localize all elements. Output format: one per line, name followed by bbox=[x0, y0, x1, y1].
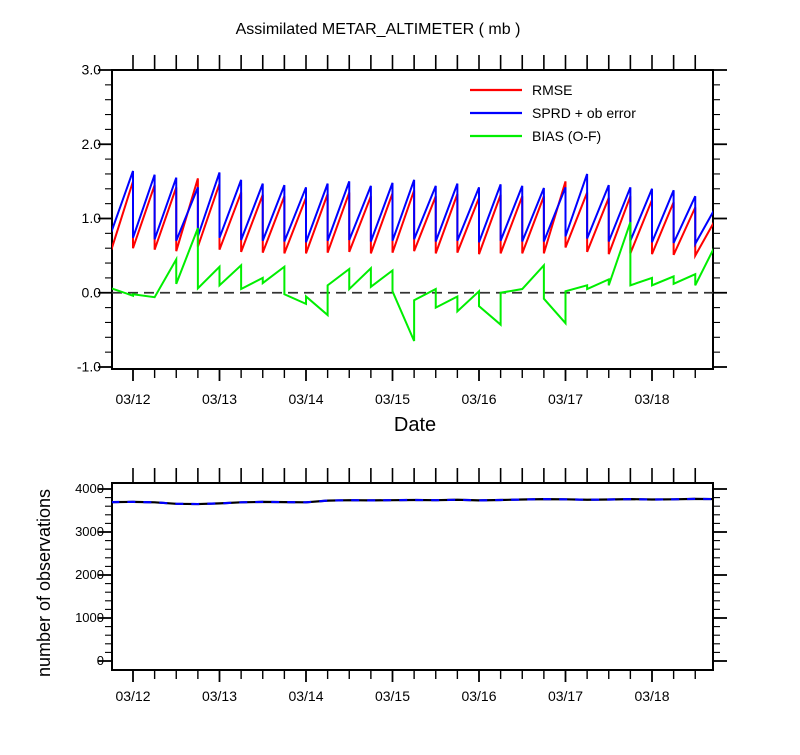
y-tick-label: 2.0 bbox=[81, 135, 101, 152]
y-tick-label: 3.0 bbox=[81, 61, 101, 78]
y-tick-label: 4000 bbox=[75, 481, 104, 496]
y-tick-label: 3000 bbox=[75, 524, 104, 539]
y-tick-label: 1.0 bbox=[81, 210, 101, 226]
chart-title: Assimilated METAR_ALTIMETER ( mb ) bbox=[235, 21, 521, 38]
bottom-panel-plot-area bbox=[111, 499, 717, 504]
y-tick-label: 2000 bbox=[75, 567, 104, 582]
x-tick-label: 03/14 bbox=[288, 391, 324, 407]
x-tick-label: 03/14 bbox=[288, 688, 324, 704]
x-tick-label: 03/12 bbox=[115, 391, 151, 407]
x-tick-label: 03/13 bbox=[201, 391, 238, 407]
top-panel-y-tick-labels bbox=[77, 62, 101, 375]
y-tick-label: 0 bbox=[96, 653, 104, 668]
legend-label-bias: BIAS (O-F) bbox=[532, 128, 602, 144]
x-tick-label: 03/18 bbox=[634, 688, 670, 704]
top-panel-axes bbox=[98, 55, 727, 381]
x-tick-label: 03/16 bbox=[461, 391, 497, 407]
x-tick-label: 03/13 bbox=[201, 688, 238, 704]
top-panel-x-tick-labels bbox=[115, 391, 669, 407]
x-tick-label: 03/16 bbox=[461, 688, 497, 704]
x-tick-label: 03/12 bbox=[115, 688, 151, 704]
legend-label-rmse: RMSE bbox=[532, 82, 573, 98]
bottom-panel-x-tick-labels bbox=[115, 688, 669, 704]
y-tick-label: 1000 bbox=[75, 610, 104, 625]
x-axis-title: Date bbox=[393, 414, 437, 436]
x-tick-label: 03/17 bbox=[547, 688, 584, 704]
y-tick-label: 0.0 bbox=[81, 284, 101, 301]
bottom-panel-y-tick-labels bbox=[75, 481, 104, 668]
x-tick-label: 03/15 bbox=[374, 688, 411, 704]
y-axis-title: number of observations bbox=[34, 488, 54, 678]
plot-frame bbox=[112, 483, 713, 670]
legend-label-sprd: SPRD + ob error bbox=[532, 105, 636, 121]
x-tick-label: 03/15 bbox=[374, 391, 411, 407]
top-panel-plot-area bbox=[111, 171, 717, 341]
x-tick-label: 03/17 bbox=[547, 391, 584, 407]
legend bbox=[470, 82, 636, 144]
x-tick-label: 03/18 bbox=[634, 391, 670, 407]
y-tick-label: -1.0 bbox=[76, 358, 101, 375]
